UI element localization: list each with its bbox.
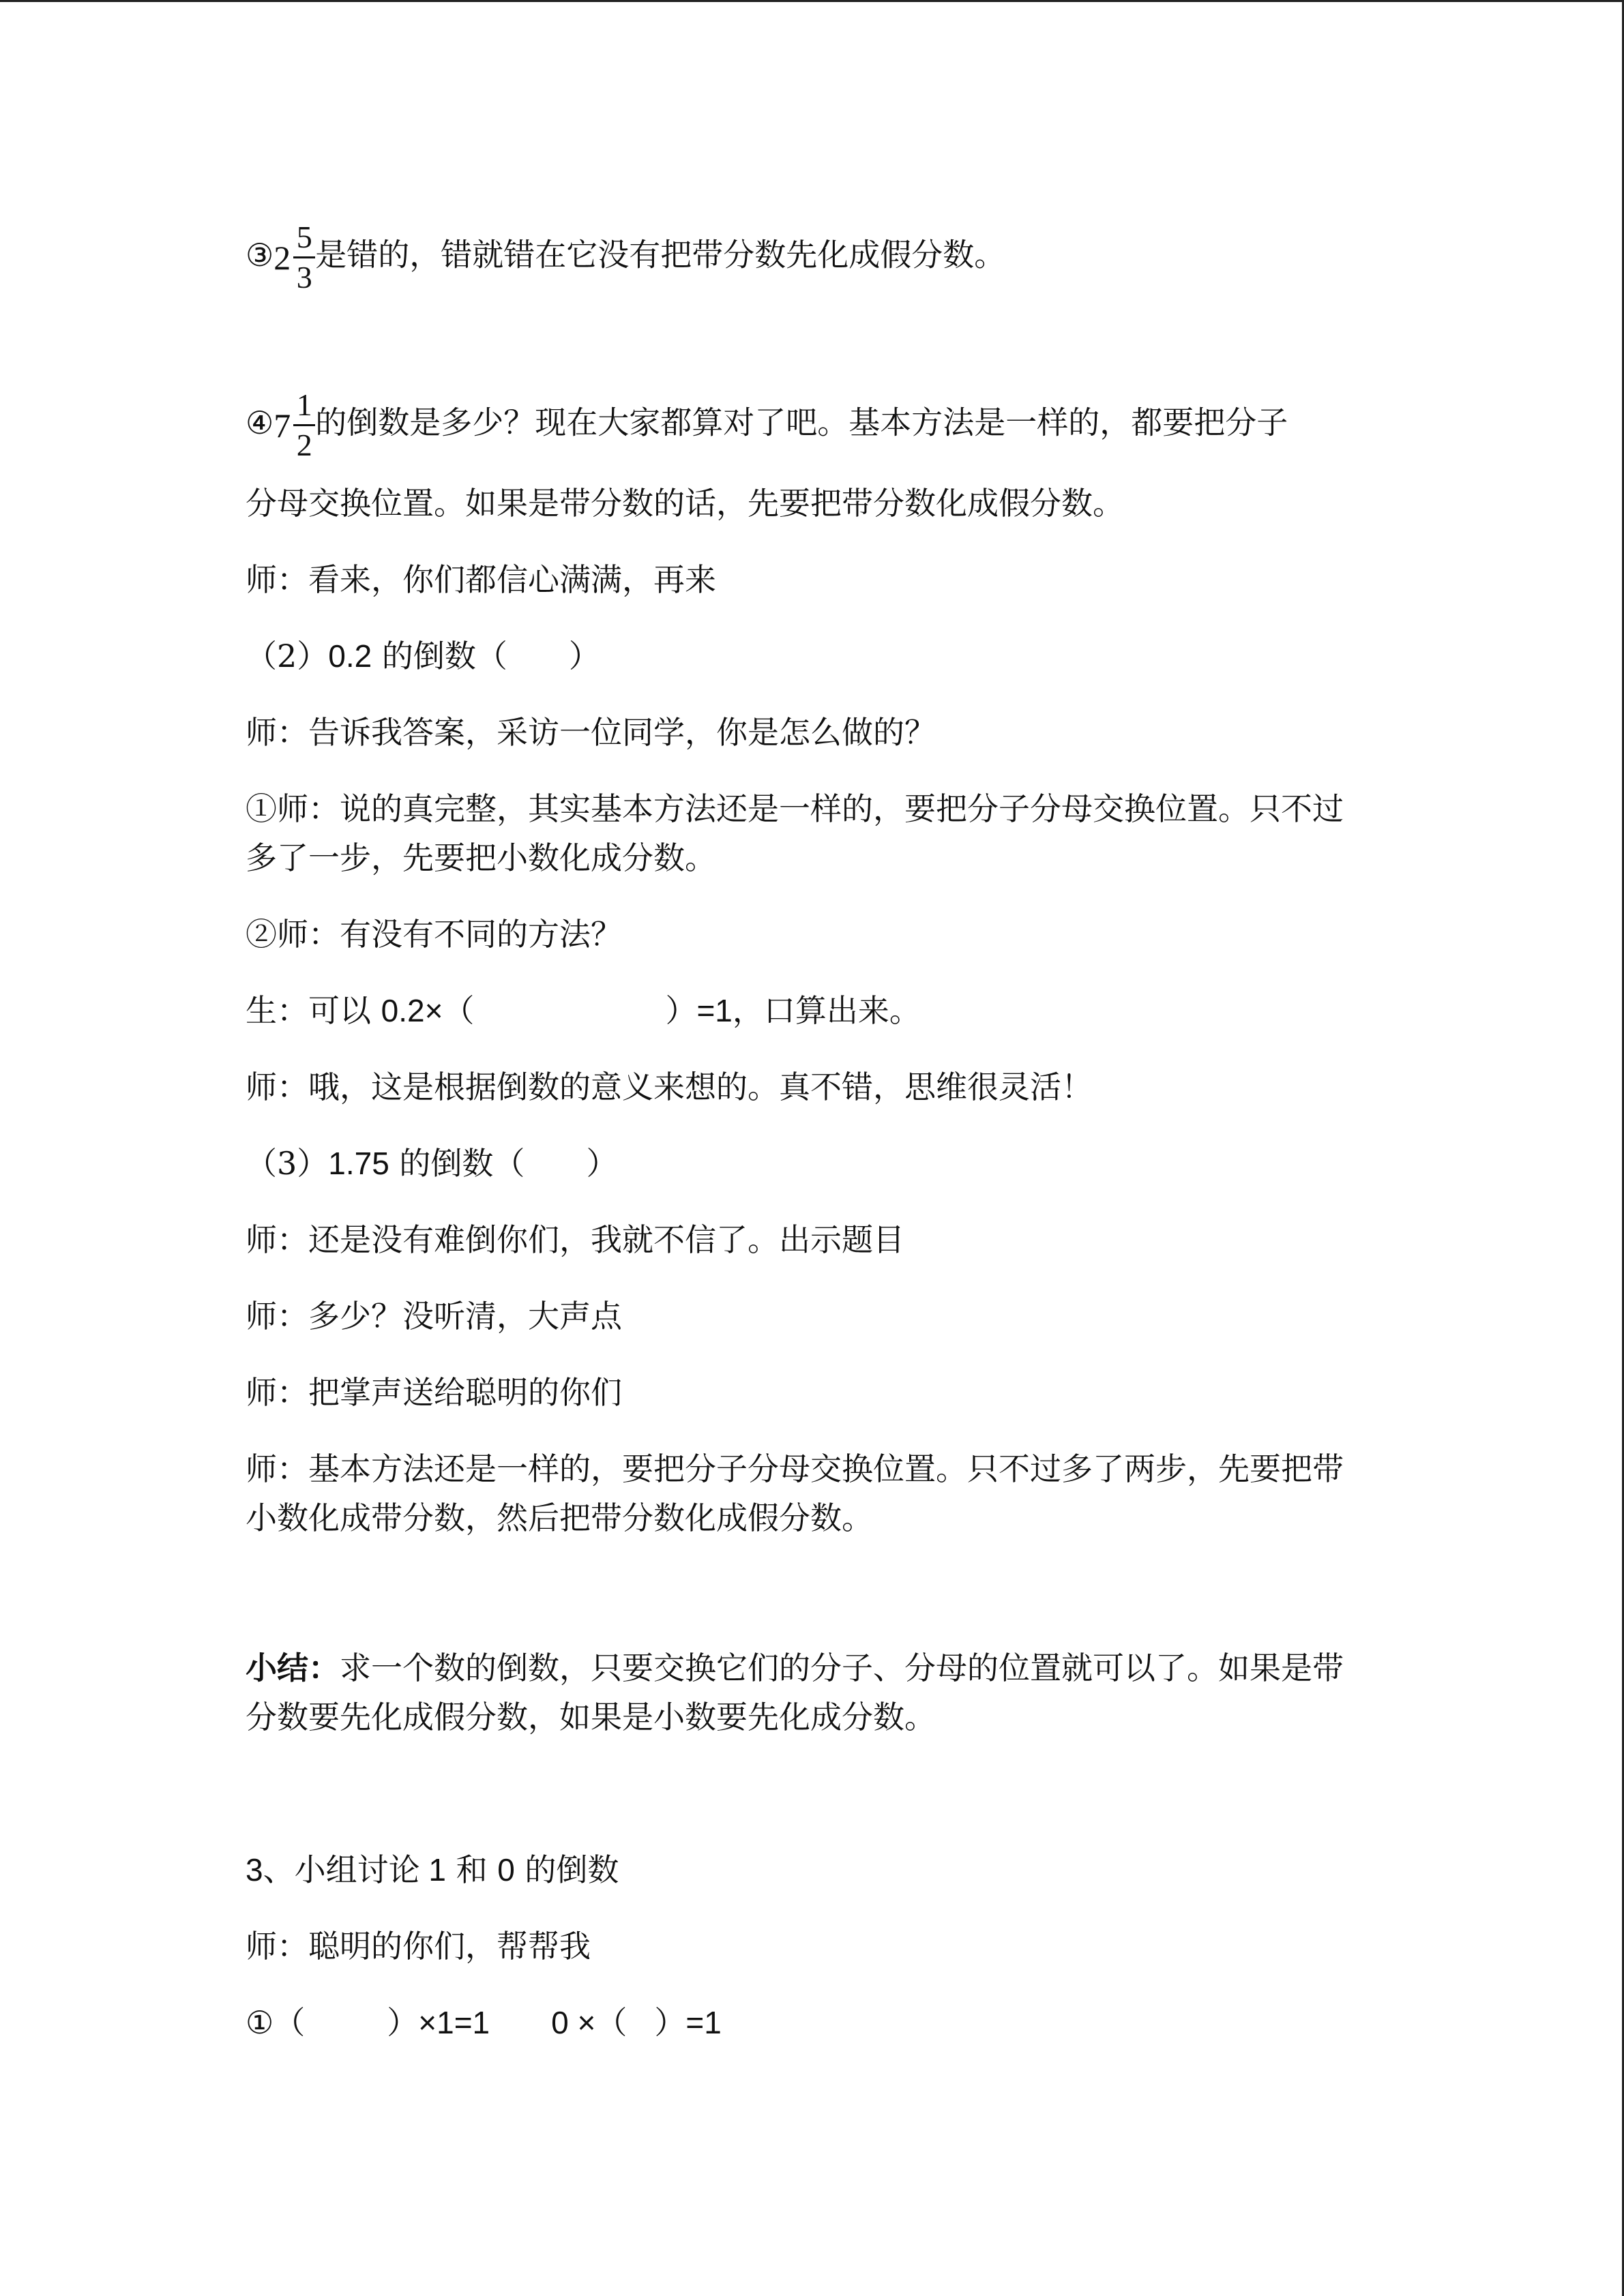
circled-marker: ①: [246, 2004, 274, 2041]
fraction-bar: [293, 424, 315, 426]
line-paragraph: 师：告诉我答案，采访一位同学，你是怎么做的？: [246, 714, 936, 751]
fraction-numerator: 5: [296, 220, 312, 254]
circled-marker: ④: [246, 404, 274, 441]
circled-marker: ③: [246, 236, 274, 273]
summary-paragraph: [246, 1643, 1371, 1742]
mixed-number: 2 $\frac{5}{3}$: [274, 220, 315, 295]
mixed-number: 7 $\frac{1}{2}$: [274, 387, 315, 463]
line-mixed-number-error: [246, 220, 1371, 295]
line-reciprocal-question: [246, 387, 1371, 463]
line-paragraph: ①师：说的真完整，其实基本方法还是一样的，要把分子分母交换位置。只不过多了一步，先要把小数化成分数。: [246, 790, 1344, 876]
section-heading: 3、小组讨论 1 和 0 的倒数: [246, 1851, 619, 1888]
line-paragraph: 师：看来，你们都信心满满，再来: [246, 561, 716, 598]
line-text: 是错的，错就错在它没有把带分数先化成假分数。: [315, 236, 1006, 273]
line-paragraph: 师：还是没有难倒你们，我就不信了。出示题目: [246, 1221, 904, 1258]
line-paragraph: 师：多少？没听清，大声点: [246, 1298, 622, 1335]
fraction-bar: [293, 256, 315, 258]
exercise-heading: （2）0.2 的倒数（ ）: [246, 638, 600, 674]
line-text: 的倒数是多少？现在大家都算对了吧。基本方法是一样的，都要把分子: [315, 404, 1288, 441]
fraction-denominator: 3: [296, 260, 312, 295]
fraction-numerator: 1: [296, 387, 312, 422]
summary-label: 小结：: [246, 1650, 340, 1686]
line-paragraph: 师：聪明的你们，帮帮我: [246, 1928, 591, 1965]
line-paragraph: 分母交换位置。如果是带分数的话，先要把带分数化成假分数。: [246, 485, 1124, 522]
equation-line: ①（ ）×1=1 0 ×（ ）=1: [246, 1998, 1371, 2047]
top-border: [0, 0, 1624, 2]
student-answer: 生：可以 0.2×（ ）=1，口算出来。: [246, 992, 921, 1029]
line-paragraph: 师：把掌声送给聪明的你们: [246, 1374, 622, 1411]
exercise-heading: （3）1.75 的倒数（ ）: [246, 1145, 618, 1182]
line-paragraph: ②师：有没有不同的方法？: [246, 916, 622, 953]
fraction-denominator: 2: [296, 428, 312, 462]
line-paragraph: 师：基本方法还是一样的，要把分子分母交换位置。只不过多了两步，先要把带小数化成带分数，然后把带分数化成假分数。: [246, 1450, 1344, 1536]
line-paragraph: 师：哦，这是根据倒数的意义来想的。真不错，思维很灵活！: [246, 1069, 1093, 1105]
summary-text: 求一个数的倒数，只要交换它们的分子、分母的位置就可以了。如果是带分数要先化成假分数，如果是小数要先化成分数。: [246, 1650, 1344, 1735]
